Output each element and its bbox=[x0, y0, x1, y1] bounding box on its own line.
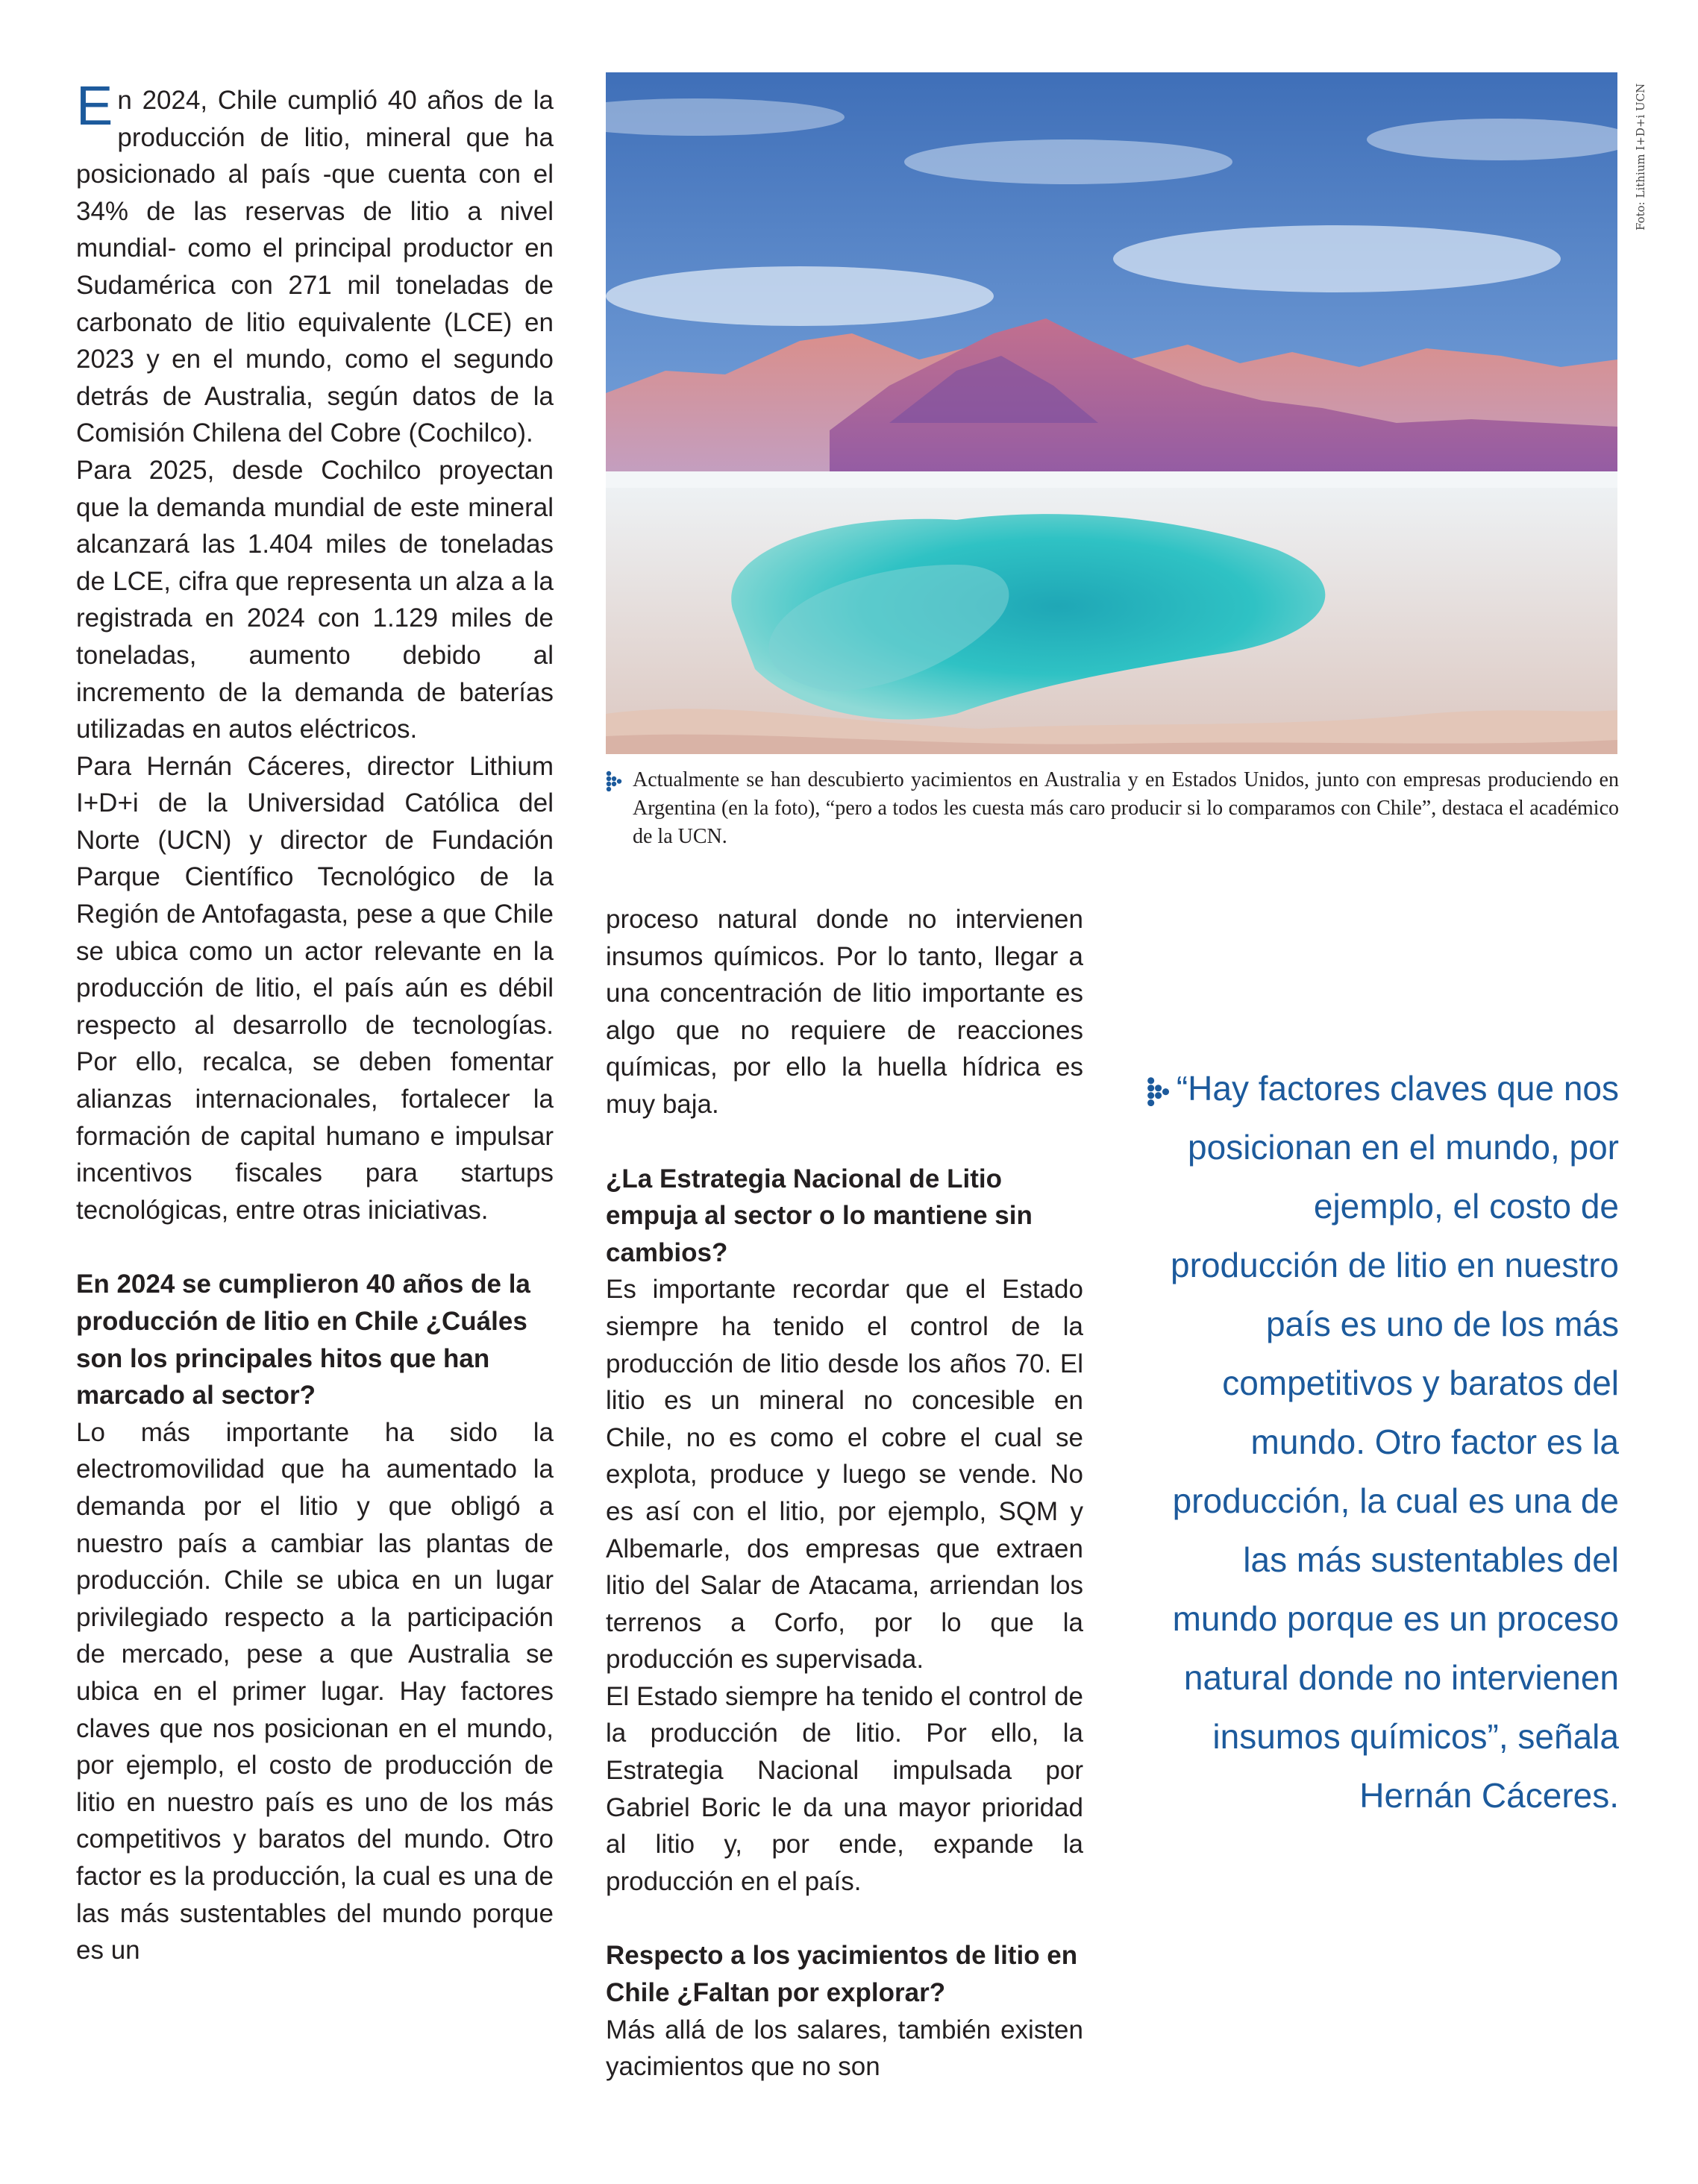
question-heading-3: Respecto a los yacimientos de litio en Chile ¿Faltan por explorar? bbox=[606, 1941, 1078, 2008]
question-heading-1: En 2024 se cumplieron 40 años de la producción de litio en Chile ¿Cuáles son los principales hitos que han marcado al sector? bbox=[76, 1270, 530, 1410]
spacer bbox=[606, 1123, 1083, 1161]
left-column bbox=[76, 75, 554, 1969]
answer-1-continued: proceso natural donde no intervienen insumos químicos. Por lo tanto, llegar a una concentración de litio importante es algo que no requiere de reacciones químicas, por ello la huella hídrica es muy baja. bbox=[606, 905, 1083, 1119]
photo-caption bbox=[606, 766, 1619, 851]
spacer bbox=[76, 1228, 554, 1266]
photo-credit: Foto: Lithium I+D+i UCN bbox=[1634, 83, 1647, 230]
dot-arrow-icon bbox=[606, 771, 624, 791]
question-heading-2: ¿La Estrategia Nacional de Litio empuja al sector o lo mantiene sin cambios? bbox=[606, 1164, 1033, 1267]
dot-arrow-icon bbox=[1147, 1076, 1172, 1106]
paragraph-caceres: Para Hernán Cáceres, director Lithium I+D+i de la Universidad Católica del Norte (UCN) y director de Fundación Parque Científico Tecnológico de la Región de Antofagasta, pese a que Chile se ubica como un actor relevante en la producción de litio, el país aún es débil respecto al desarrollo de tecnologías. Por ello, recalca, se deben fomentar alianzas internacionales, fortalecer la formación de capital humano e impulsar incentivos fiscales para startups tecnológicas, entre otras iniciativas. bbox=[76, 751, 554, 1225]
intro-paragraph: En 2024, Chile cumplió 40 años de la producción de litio, mineral que ha posicionado al país -que cuenta con el 34% de las reservas de litio a nivel mundial- como el principal productor en Sudamérica con 271 mil toneladas de carbonato de litio equivalente (LCE) en 2023 y en el mundo, como el segundo detrás de Australia, según datos de la Comisión Chilena del Cobre (Cochilco). bbox=[76, 75, 554, 448]
answer-3: Más allá de los salares, también existen yacimientos que no son bbox=[606, 2015, 1083, 2082]
answer-2a: Es importante recordar que el Estado siempre ha tenido el control de la producción de litio desde los años 70. El litio es un mineral no concesible en Chile, no es como el cobre el cual se explota, produce y luego se vende. No es así con el litio, por ejemplo, SQM y Albemarle, dos empresas que extraen litio del Salar de Atacama, arriendan los terrenos a Corfo, por lo que la producción es supervisada. bbox=[606, 1275, 1083, 1675]
paragraph-demand: Para 2025, desde Cochilco proyectan que la demanda mundial de este mineral alcanzará las 1.404 miles de toneladas de LCE, cifra que representa un alza a la registrada en 2024 con 1.129 miles de toneladas, aumento debido al incremento de la demanda de baterías utilizadas en autos eléctricos. bbox=[76, 455, 554, 744]
pull-quote bbox=[1141, 1059, 1619, 1825]
answer-2b: El Estado siempre ha tenido el control de la producción de litio. Por ello, la Estrategia Nacional impulsada por Gabriel Boric le da una mayor prioridad al litio y, por ende, expande la producción en el país. bbox=[606, 1681, 1083, 1896]
salar-photo bbox=[606, 72, 1617, 754]
caption-text: Actualmente se han descubierto yacimientos en Australia y en Estados Unidos, junto con empresas produciendo en Argentina (en la foto), “pero a todos les cuesta más caro producir si lo comparamos con Chile”, destaca el académico de la UCN. bbox=[633, 768, 1619, 848]
drop-cap: E bbox=[76, 75, 113, 136]
spacer bbox=[606, 1900, 1083, 1937]
middle-column bbox=[606, 901, 1083, 2086]
pull-quote-text: “Hay factores claves que nos posicionan en el mundo, por ejemplo, el costo de producción de litio en nuestro país es uno de los más competitivos y baratos del mundo. Otro factor es la producción, la cual es una de las más sustentables del mundo porque es un proceso natural donde no intervienen insumos químicos”, señala Hernán Cáceres. bbox=[1141, 1059, 1619, 1825]
answer-1: Lo más importante ha sido la electromovilidad que ha aumentado la demanda por el litio y que obligó a nuestro país a cambiar las plantas de producción. Chile se ubica en un lugar privilegiado respecto a la participación de mercado, pese a que Australia se ubica en el primer lugar. Hay factores claves que nos posicionan en el mundo, por ejemplo, el costo de producción de litio en nuestro país es uno de los más competitivos y baratos del mundo. Otro factor es la producción, la cual es una de las más sustentables del mundo porque es un bbox=[76, 1417, 554, 1965]
